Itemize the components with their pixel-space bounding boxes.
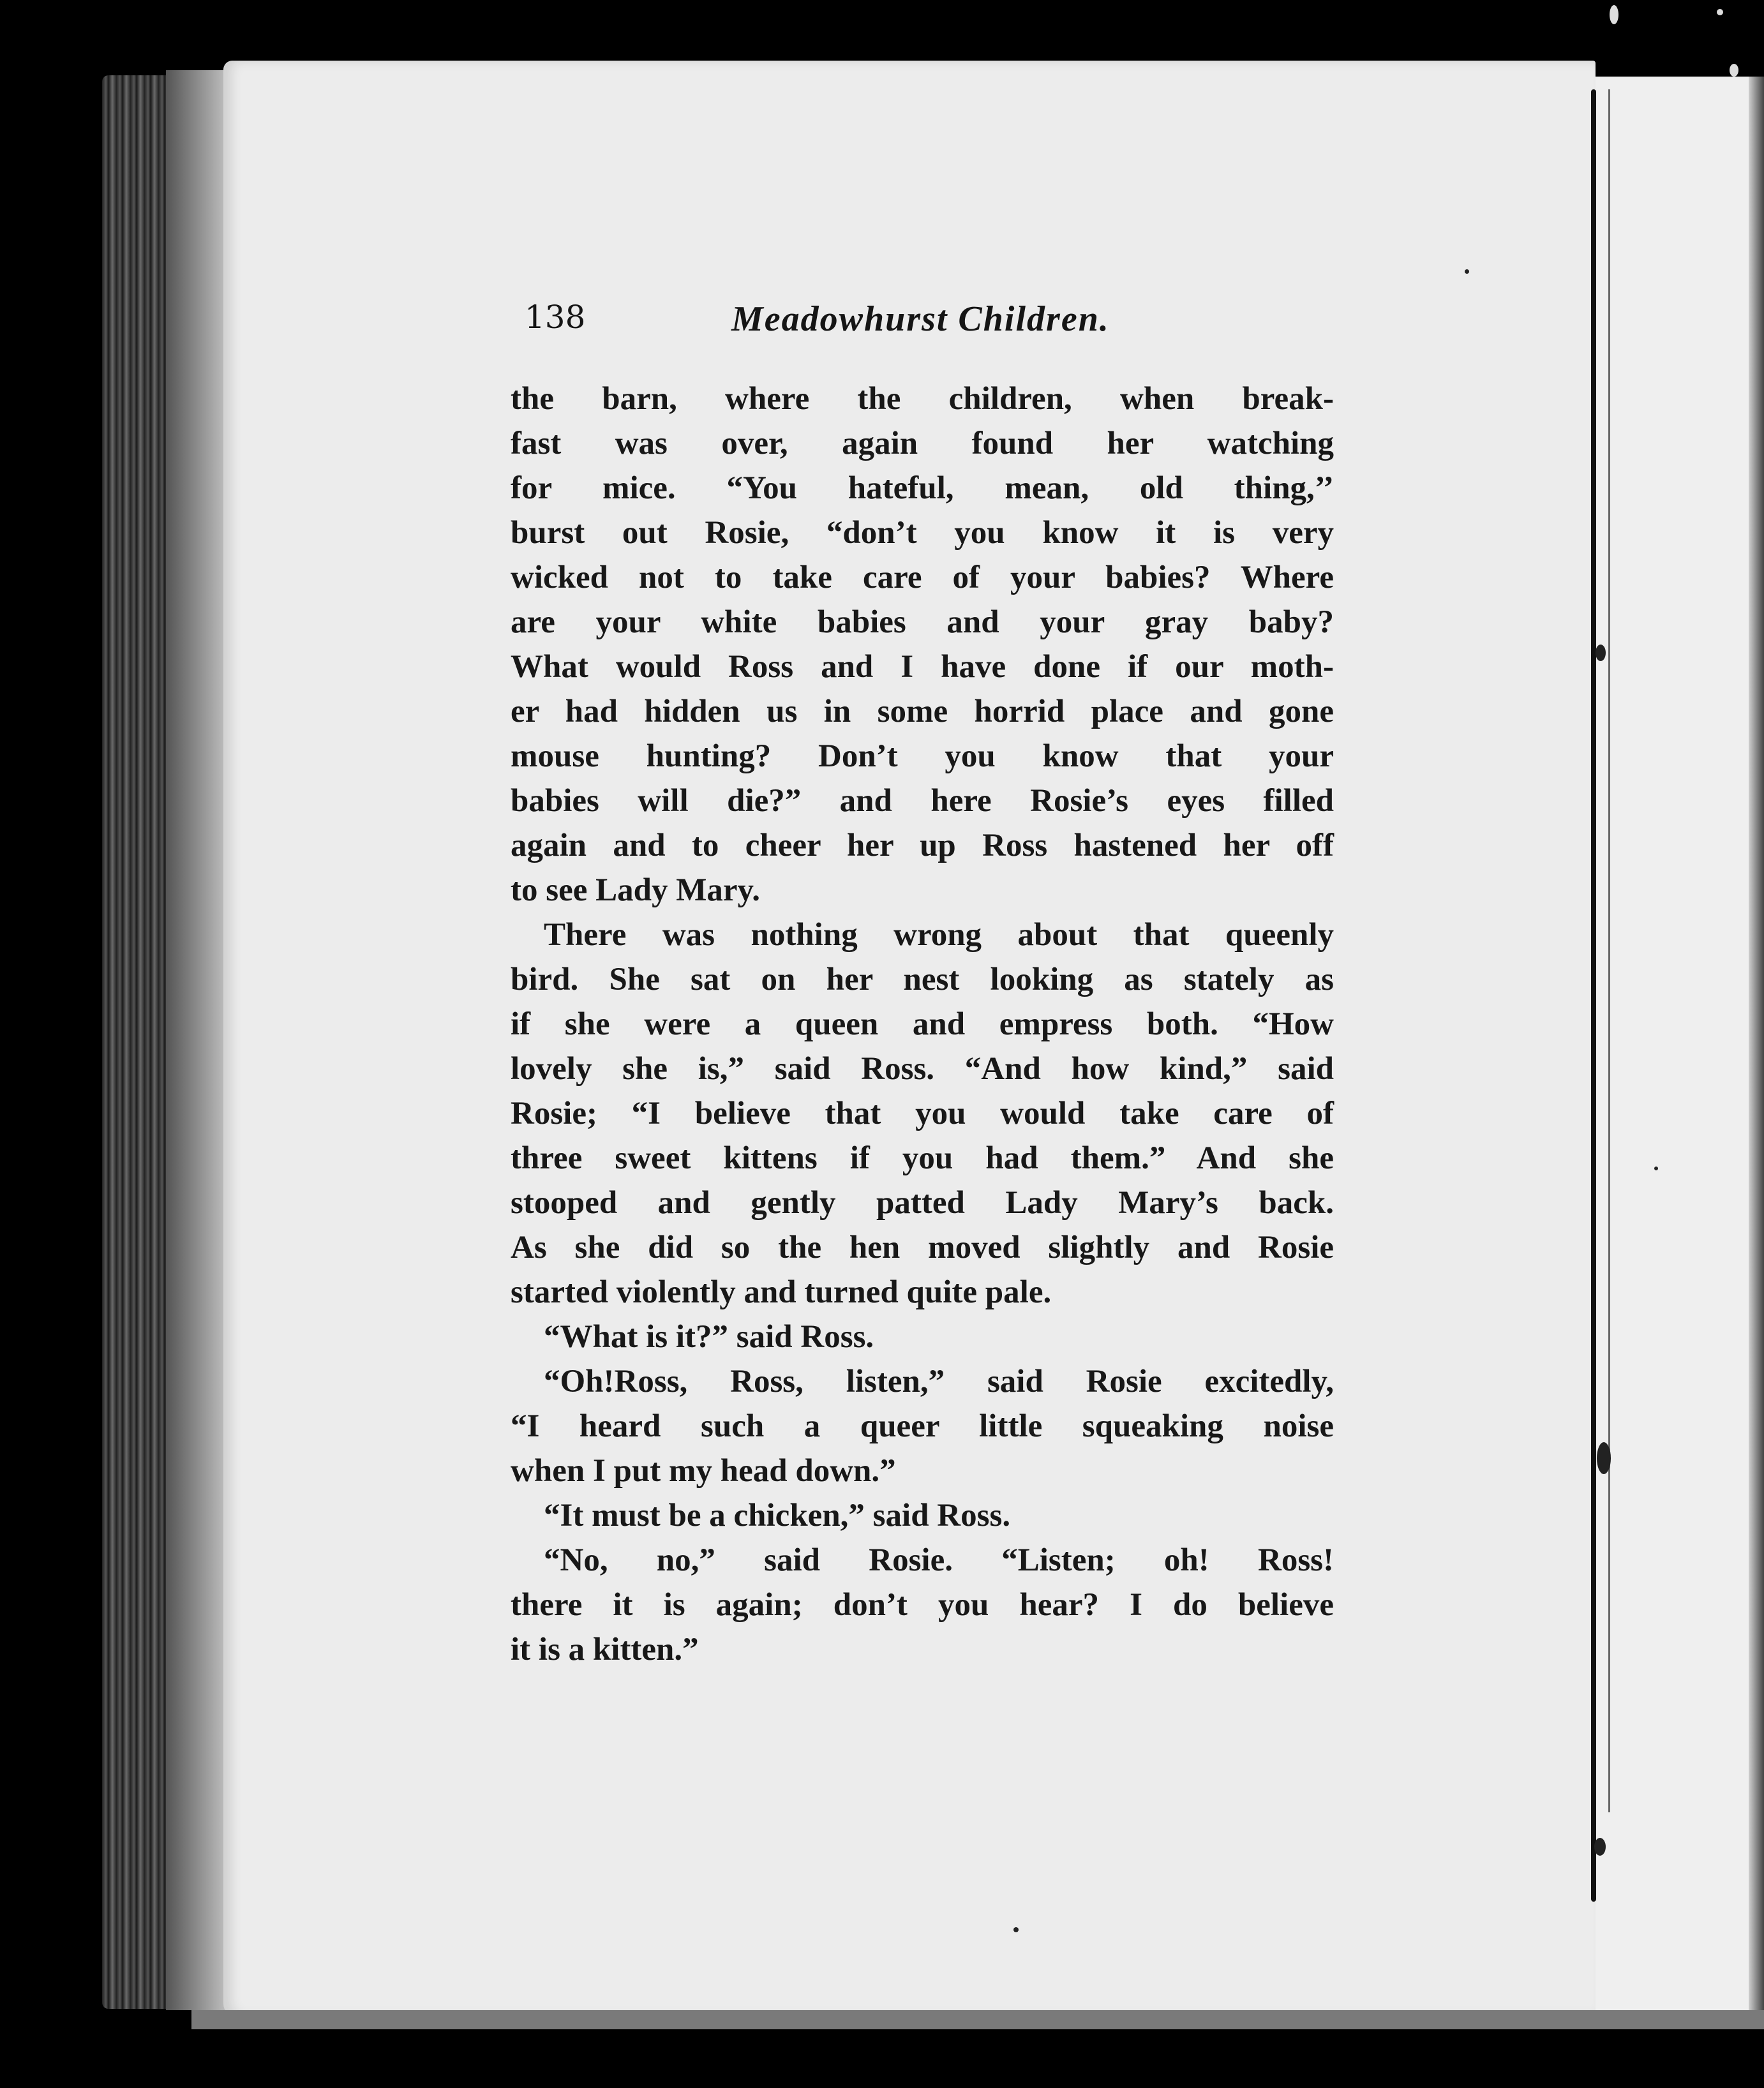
text-line: it is a kitten.” (511, 1632, 699, 1667)
text-line: stooped and gently patted Lady Mary’s back. (511, 1185, 1334, 1221)
scan-artifact (1597, 1442, 1611, 1474)
text-line: again and to cheer her up Ross hastened her off (511, 828, 1334, 863)
text-line: to see Lady Mary. (511, 872, 760, 908)
scan-artifact (1465, 269, 1469, 274)
text-line: mouse hunting? Don’t you know that your (511, 738, 1334, 774)
scan-artifact (1654, 1167, 1658, 1170)
text-line: “I heard such a queer little squeaking noise (511, 1408, 1334, 1444)
scan-artifact (1610, 5, 1618, 24)
running-head (525, 299, 1163, 350)
scan-artifact (1594, 1838, 1606, 1856)
page-number: 138 (525, 299, 586, 336)
body-text (511, 377, 1334, 1672)
scan-artifact (1596, 645, 1606, 661)
text-line: burst out Rosie, “don’t you know it is very (511, 515, 1334, 551)
text-line: “What is it?” said Ross. (544, 1319, 874, 1355)
text-line: Rosie; “I believe that you would take care of (511, 1096, 1334, 1131)
right-book-edge (1749, 77, 1764, 2023)
text-line: wicked not to take care of your babies? Where (511, 560, 1334, 595)
text-line: bird. She sat on her nest looking as stately as (511, 962, 1334, 997)
text-line: fast was over, again found her watching (511, 426, 1334, 461)
gutter-shadow (1591, 89, 1596, 1902)
text-line: three sweet kittens if you had them.” And she (511, 1140, 1334, 1176)
text-line: er had hidden us in some horrid place and gone (511, 694, 1334, 729)
text-line: are your white babies and your gray baby? (511, 604, 1334, 640)
text-line: started violently and turned quite pale. (511, 1274, 1052, 1310)
text-line: for mice. “You hateful, mean, old thing,’’ (511, 470, 1334, 506)
facing-page (1596, 77, 1764, 2023)
text-line: There was nothing wrong about that queenly (544, 917, 1334, 953)
text-line: there it is again; don’t you hear? I do believe (511, 1587, 1334, 1623)
scan-artifact (1013, 1927, 1019, 1932)
text-line: the barn, where the children, when break- (511, 381, 1334, 417)
text-line: “No, no,” said Rosie. “Listen; oh! Ross! (544, 1542, 1334, 1578)
text-line: As she did so the hen moved slightly and Rosie (511, 1230, 1334, 1265)
text-line: when I put my head down.” (511, 1453, 896, 1489)
text-line: lovely she is,” said Ross. “And how kind,” said (511, 1051, 1334, 1087)
text-line: “It must be a chicken,” said Ross. (544, 1498, 1011, 1533)
text-line: babies will die?” and here Rosie’s eyes filled (511, 783, 1334, 819)
text-line: What would Ross and I have done if our moth- (511, 649, 1334, 685)
running-title: Meadowhurst Children. (731, 299, 1110, 339)
scan-artifact (1717, 9, 1723, 15)
gutter-fold (1608, 89, 1610, 1812)
text-line: if she were a queen and empress both. “How (511, 1006, 1334, 1042)
text-line: “Oh!Ross, Ross, listen,” said Rosie excitedly, (544, 1364, 1334, 1399)
scan-artifact (1730, 64, 1738, 77)
bottom-page-rim (191, 2010, 1764, 2029)
